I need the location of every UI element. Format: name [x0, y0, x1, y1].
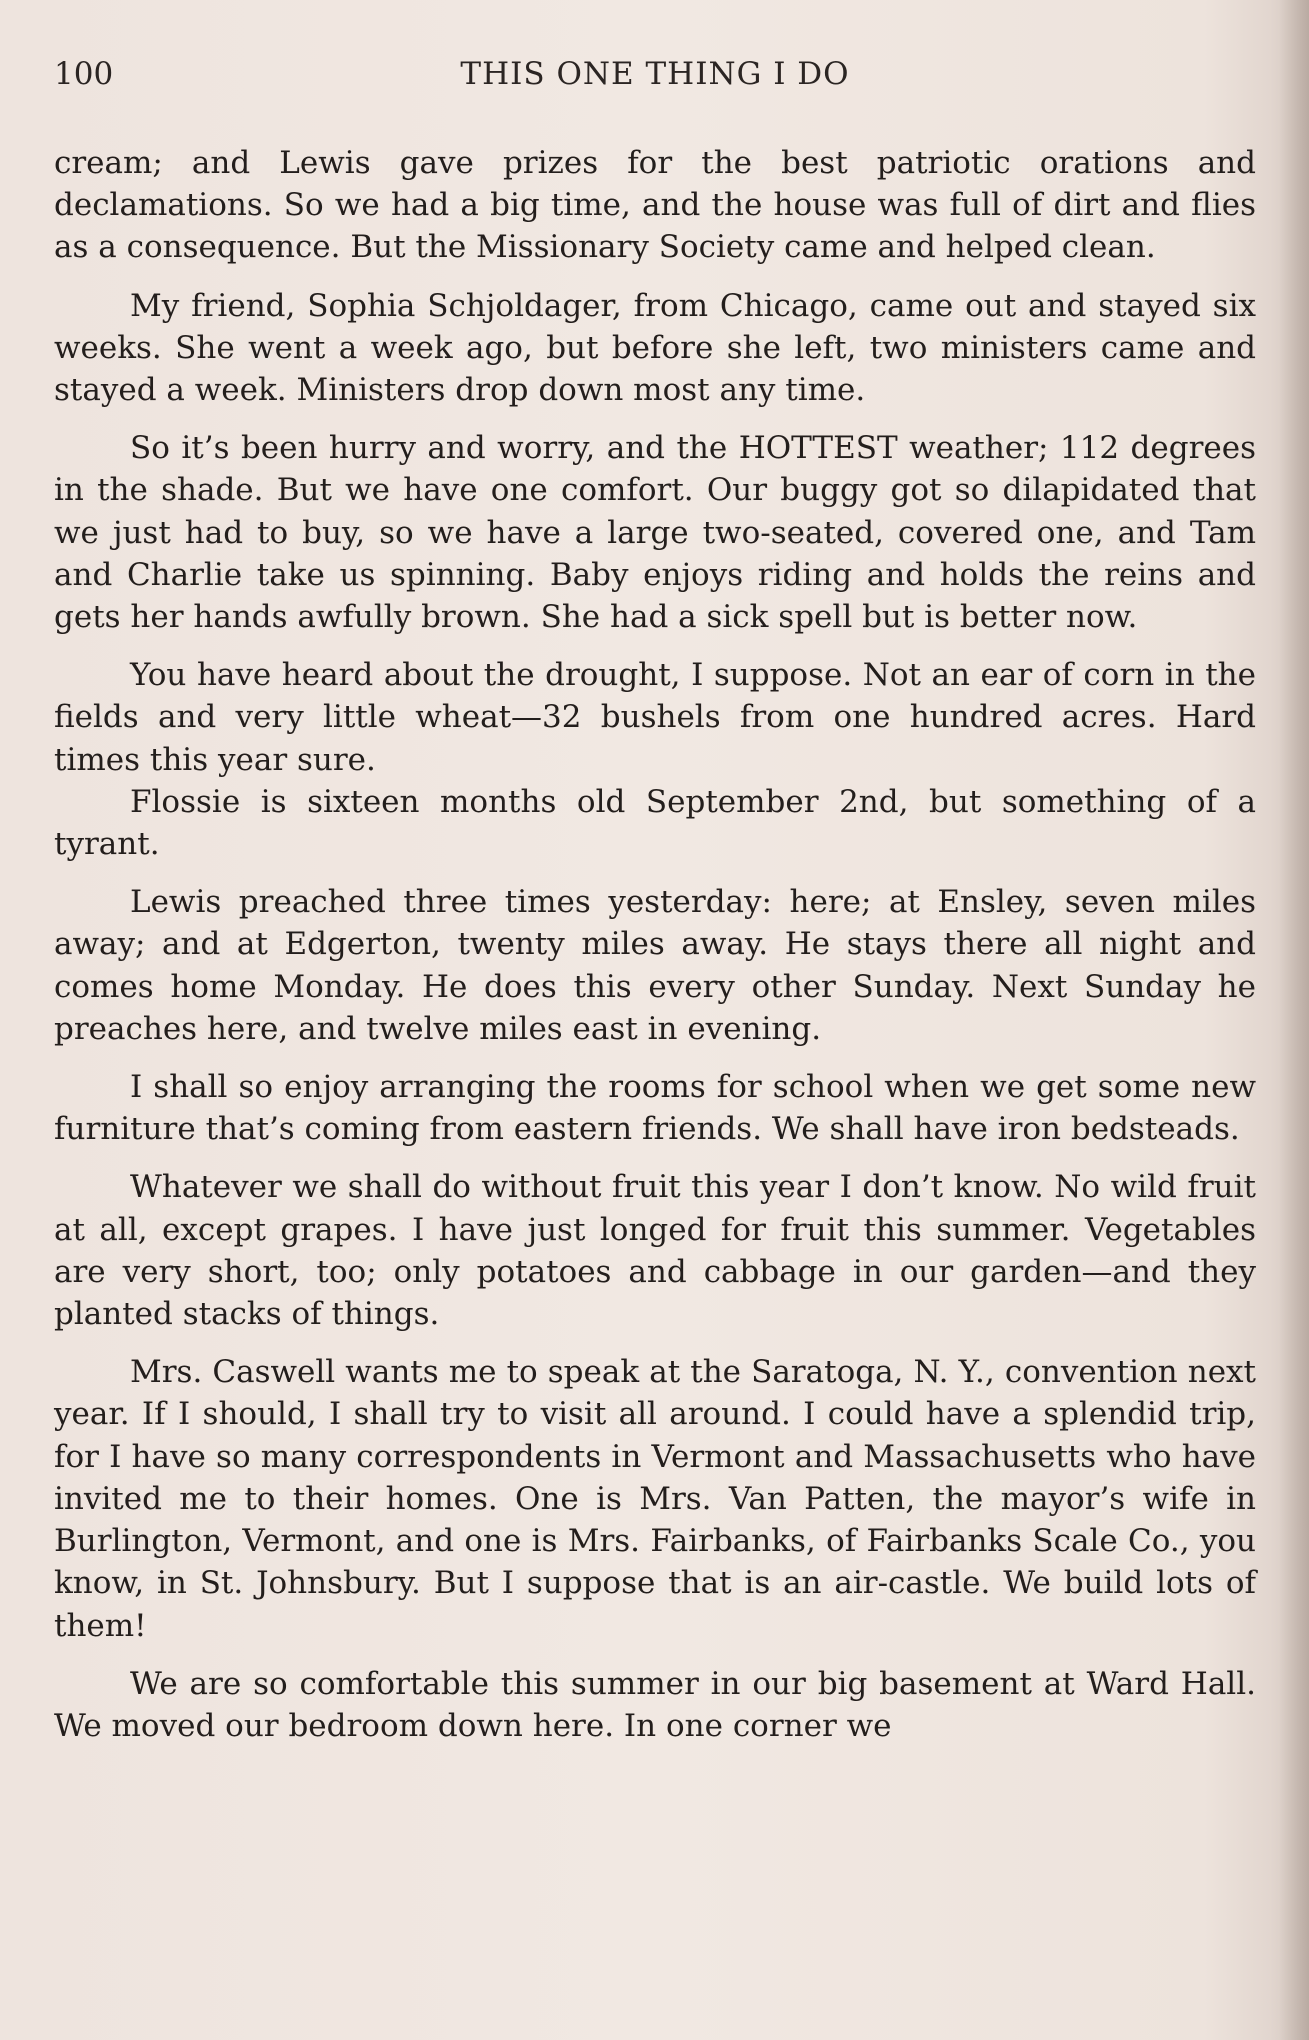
paragraph: We are so comfortable this summer in our big basement at Ward Hall. We moved our bedroom down here. In one corner we — [54, 1665, 1256, 1744]
body-text — [54, 142, 1256, 1763]
paragraph: Whatever we shall do without fruit this year I don’t know. No wild fruit at all, except grapes. I have just longed for fruit this summer. Vegetables are very short, too; only potatoes and cabbage in our garden—and they planted stacks of things. — [54, 1169, 1256, 1333]
running-title: THIS ONE THING I DO — [460, 56, 850, 92]
paragraph: My friend, Sophia Schjoldager, from Chicago, came out and stayed six weeks. She went a week ago, but before she left, two ministers came and stayed a week. Ministers drop down most any time. — [54, 287, 1256, 409]
paragraph: You have heard about the drought, I suppose. Not an ear of corn in the fields and very little wheat—32 bushels from one hundred acres. Hard times this year sure. — [54, 657, 1256, 778]
page-header — [54, 50, 1256, 100]
paragraph-continued: cream; and Lewis gave prizes for the best patriotic orations and declamations. So we had a big time, and the house was full of dirt and flies as a consequence. But the Missionary Society came and helped clean. — [54, 145, 1256, 266]
page-number: 100 — [54, 56, 114, 92]
paragraph: So it’s been hurry and worry, and the HOTTEST weather; 112 degrees in the shade. But we have one comfort. Our buggy got so dilapidated that we just had to buy, so we have a large two-seated, covered one, and Tam and Charlie take us spinning. Baby enjoys riding and holds the reins and gets her hands awfully brown. She had a sick spell but is better now. — [54, 430, 1256, 636]
page-edge-shadow — [1279, 0, 1309, 2040]
paragraph: Flossie is sixteen months old September 2nd, but something of a tyrant. — [54, 783, 1256, 863]
paragraph: Lewis preached three times yesterday: here; at Ensley, seven miles away; and at Edgerton, twenty miles away. He stays there all night and comes home Monday. He does this every other Sunday. Next Sunday he preaches here, and twelve miles east in evening. — [54, 884, 1256, 1047]
paragraph: I shall so enjoy arranging the rooms for school when we get some new furniture that’s coming from eastern friends. We shall have iron bedsteads. — [54, 1069, 1256, 1148]
paragraph: Mrs. Caswell wants me to speak at the Saratoga, N. Y., convention next year. If I should, I shall try to visit all around. I could have a splendid trip, for I have so many correspondents in Vermont and Massachusetts who have invited me to their homes. One is Mrs. Van Patten, the mayor’s wife in Burlington, Vermont, and one is Mrs. Fairbanks, of Fairbanks Scale Co., you know, in St. Johnsbury. But I suppose that is an air-castle. We build lots of them! — [54, 1354, 1256, 1644]
